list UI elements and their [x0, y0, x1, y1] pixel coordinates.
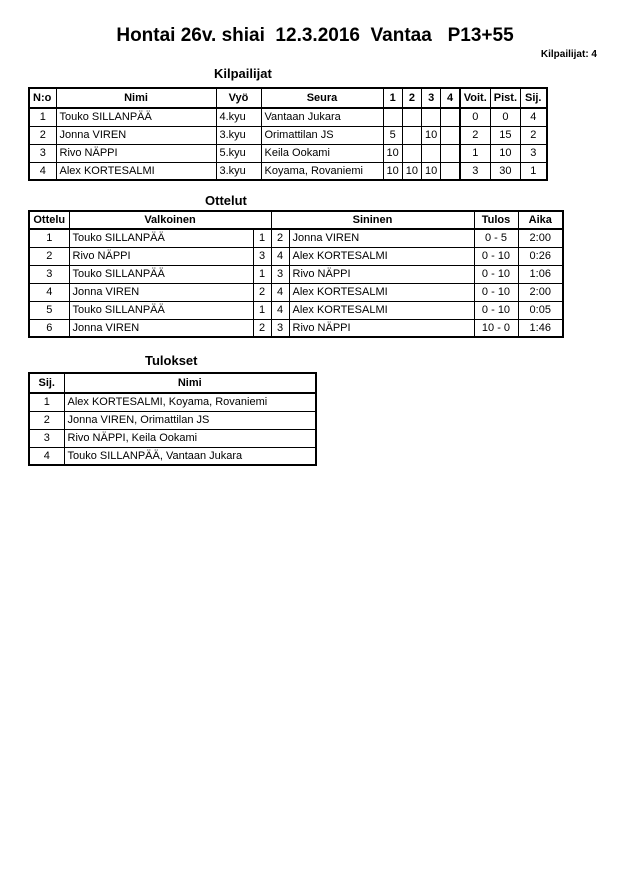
cell-score-4: [441, 162, 460, 180]
page-title: Hontai 26v. shiai 12.3.2016 Vantaa P13+55: [116, 25, 514, 46]
cell-valkoinen-number: 2: [253, 283, 271, 301]
table-row: [29, 411, 316, 429]
cell-score-1: 5: [383, 126, 402, 144]
cell-sij: 1: [521, 162, 547, 180]
cell-valkoinen-number: 2: [253, 319, 271, 337]
cell-nimi: Touko SILLANPÄÄ, Vantaan Jukara: [64, 447, 316, 465]
header-voit: Voit.: [460, 88, 491, 108]
table-row: [29, 393, 316, 411]
cell-sininen-number: 4: [271, 301, 289, 319]
header-sininen: Sininen: [271, 211, 474, 229]
cell-match-no: 6: [29, 319, 69, 337]
cell-aika: 0:05: [518, 301, 563, 319]
cell-tulos: 0 - 10: [474, 283, 518, 301]
cell-valkoinen: Rivo NÄPPI: [69, 247, 253, 265]
cell-sininen: Alex KORTESALMI: [289, 247, 474, 265]
cell-no: 3: [29, 144, 56, 162]
table-header-row: [29, 373, 316, 393]
cell-voit: 2: [460, 126, 491, 144]
cell-sij: 4: [29, 447, 64, 465]
cell-valkoinen-number: 1: [253, 265, 271, 283]
section-title-kilpailijat: Kilpailijat: [214, 66, 272, 81]
table-row: [29, 229, 563, 247]
cell-seura: Vantaan Jukara: [261, 108, 383, 126]
cell-sij: 2: [29, 411, 64, 429]
cell-score-4: [441, 126, 460, 144]
header-no: N:o: [29, 88, 56, 108]
cell-aika: 1:46: [518, 319, 563, 337]
cell-valkoinen: Jonna VIREN: [69, 283, 253, 301]
cell-nimi: Alex KORTESALMI: [56, 162, 216, 180]
cell-valkoinen: Touko SILLANPÄÄ: [69, 301, 253, 319]
cell-no: 2: [29, 126, 56, 144]
header-nimi: Nimi: [56, 88, 216, 108]
cell-sininen-number: 3: [271, 319, 289, 337]
cell-pist: 30: [490, 162, 520, 180]
competitors-count-label: Kilpailijat: 4: [540, 49, 597, 60]
table-header-row: [29, 211, 563, 229]
cell-tulos: 0 - 10: [474, 265, 518, 283]
table-header-row: [29, 88, 547, 108]
header-nimi: Nimi: [64, 373, 316, 393]
cell-aika: 1:06: [518, 265, 563, 283]
cell-tulos: 0 - 5: [474, 229, 518, 247]
cell-sininen: Rivo NÄPPI: [289, 265, 474, 283]
section-title-ottelut: Ottelut: [205, 193, 247, 208]
cell-sij: 3: [521, 144, 547, 162]
cell-seura: Koyama, Rovaniemi: [261, 162, 383, 180]
cell-tulos: 0 - 10: [474, 301, 518, 319]
header-tulos: Tulos: [474, 211, 518, 229]
cell-score-2: [402, 144, 421, 162]
cell-sij: 2: [521, 126, 547, 144]
cell-score-3: [422, 144, 441, 162]
cell-score-2: [402, 126, 421, 144]
cell-sininen-number: 4: [271, 247, 289, 265]
cell-sij: 4: [521, 108, 547, 126]
cell-vyo: 5.kyu: [216, 144, 261, 162]
cell-score-3: 10: [422, 126, 441, 144]
competitors-table: [28, 87, 548, 181]
table-row: [29, 265, 563, 283]
header-seura: Seura: [261, 88, 383, 108]
cell-tulos: 0 - 10: [474, 247, 518, 265]
cell-nimi: Alex KORTESALMI, Koyama, Rovaniemi: [64, 393, 316, 411]
cell-aika: 2:00: [518, 229, 563, 247]
cell-vyo: 4.kyu: [216, 108, 261, 126]
cell-sij: 3: [29, 429, 64, 447]
cell-seura: Orimattilan JS: [261, 126, 383, 144]
cell-nimi: Jonna VIREN, Orimattilan JS: [64, 411, 316, 429]
cell-score-2: 10: [402, 162, 421, 180]
table-row: [29, 301, 563, 319]
table-row: [29, 247, 563, 265]
cell-match-no: 3: [29, 265, 69, 283]
section-title-tulokset: Tulokset: [145, 353, 198, 368]
cell-sininen-number: 2: [271, 229, 289, 247]
cell-vyo: 3.kyu: [216, 162, 261, 180]
cell-valkoinen: Touko SILLANPÄÄ: [69, 265, 253, 283]
cell-score-4: [441, 144, 460, 162]
header-sij: Sij.: [29, 373, 64, 393]
cell-sininen: Rivo NÄPPI: [289, 319, 474, 337]
table-row: [29, 319, 563, 337]
cell-valkoinen: Jonna VIREN: [69, 319, 253, 337]
header-aika: Aika: [518, 211, 563, 229]
cell-seura: Keila Ookami: [261, 144, 383, 162]
cell-nimi: Jonna VIREN: [56, 126, 216, 144]
cell-pist: 15: [490, 126, 520, 144]
cell-no: 4: [29, 162, 56, 180]
cell-tulos: 10 - 0: [474, 319, 518, 337]
cell-aika: 0:26: [518, 247, 563, 265]
cell-score-3: [422, 108, 441, 126]
cell-score-1: [383, 108, 402, 126]
cell-sininen: Alex KORTESALMI: [289, 283, 474, 301]
cell-pist: 10: [490, 144, 520, 162]
table-row: [29, 447, 316, 465]
cell-score-2: [402, 108, 421, 126]
cell-pist: 0: [490, 108, 520, 126]
table-row: [29, 429, 316, 447]
cell-voit: 1: [460, 144, 491, 162]
cell-valkoinen-number: 3: [253, 247, 271, 265]
matches-table: [28, 210, 564, 338]
cell-match-no: 4: [29, 283, 69, 301]
cell-score-3: 10: [422, 162, 441, 180]
header-valkoinen: Valkoinen: [69, 211, 271, 229]
cell-sininen: Alex KORTESALMI: [289, 301, 474, 319]
header-sij: Sij.: [521, 88, 547, 108]
cell-valkoinen-number: 1: [253, 301, 271, 319]
header-pist: Pist.: [490, 88, 520, 108]
cell-match-no: 5: [29, 301, 69, 319]
cell-valkoinen-number: 1: [253, 229, 271, 247]
cell-score-4: [441, 108, 460, 126]
cell-sininen-number: 3: [271, 265, 289, 283]
header-score-4: 4: [441, 88, 460, 108]
cell-match-no: 1: [29, 229, 69, 247]
cell-score-1: 10: [383, 162, 402, 180]
cell-nimi: Touko SILLANPÄÄ: [56, 108, 216, 126]
cell-aika: 2:00: [518, 283, 563, 301]
table-row: [29, 144, 547, 162]
cell-match-no: 2: [29, 247, 69, 265]
header-score-3: 3: [422, 88, 441, 108]
cell-voit: 3: [460, 162, 491, 180]
header-score-2: 2: [402, 88, 421, 108]
cell-score-1: 10: [383, 144, 402, 162]
cell-sij: 1: [29, 393, 64, 411]
cell-no: 1: [29, 108, 56, 126]
header-ottelu: Ottelu: [29, 211, 69, 229]
table-row: [29, 126, 547, 144]
cell-valkoinen: Touko SILLANPÄÄ: [69, 229, 253, 247]
header-score-1: 1: [383, 88, 402, 108]
cell-vyo: 3.kyu: [216, 126, 261, 144]
cell-nimi: Rivo NÄPPI, Keila Ookami: [64, 429, 316, 447]
cell-sininen: Jonna VIREN: [289, 229, 474, 247]
table-row: [29, 283, 563, 301]
table-row: [29, 108, 547, 126]
cell-sininen-number: 4: [271, 283, 289, 301]
cell-nimi: Rivo NÄPPI: [56, 144, 216, 162]
cell-voit: 0: [460, 108, 491, 126]
results-table: [28, 372, 317, 466]
table-row: [29, 162, 547, 180]
header-vyo: Vyö: [216, 88, 261, 108]
